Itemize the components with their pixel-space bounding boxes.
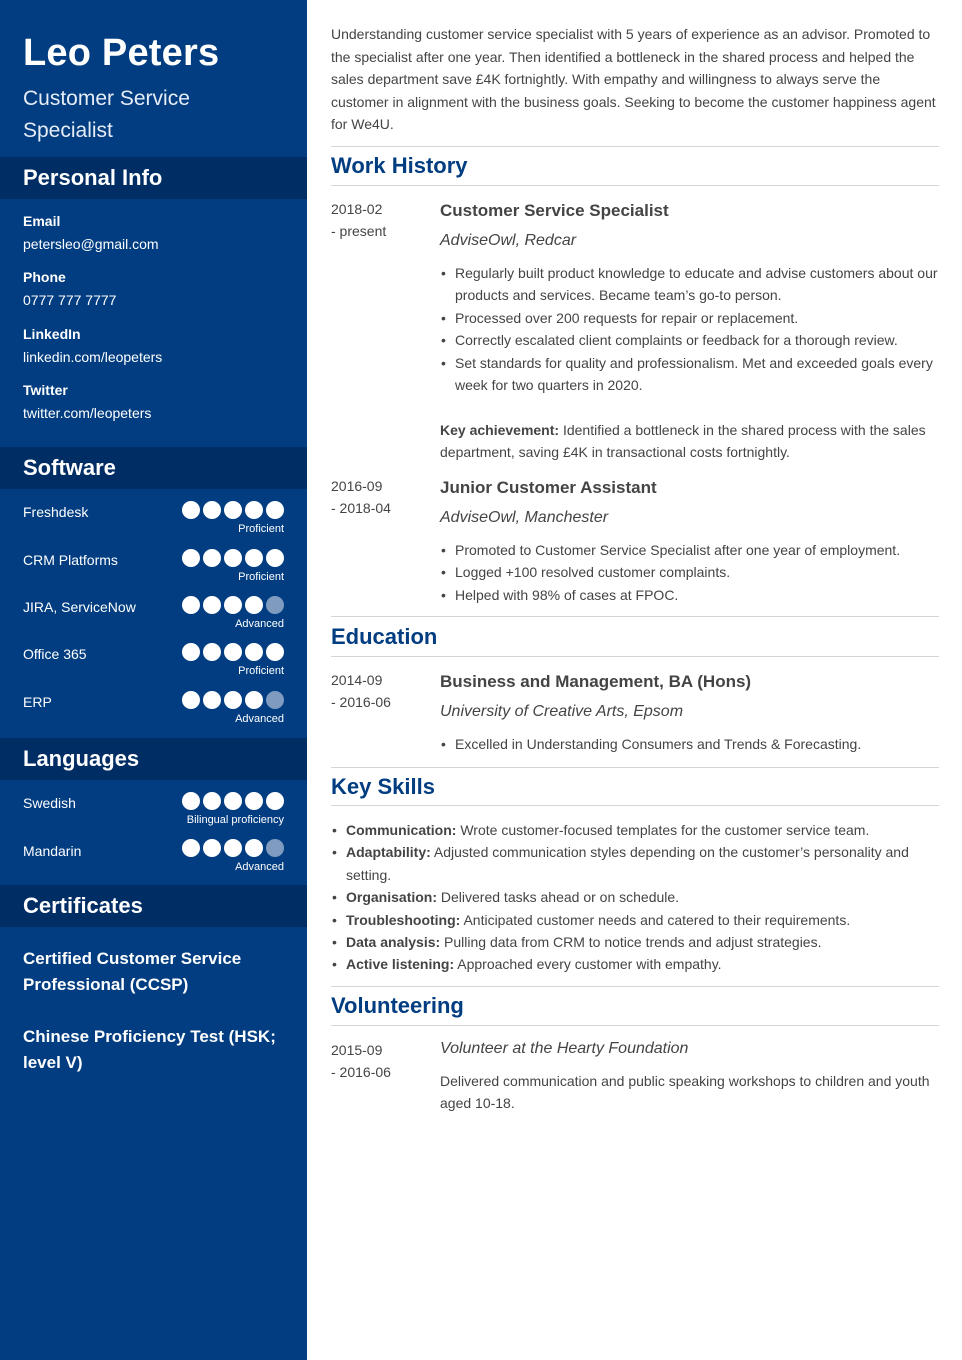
list-item: • Processed over 200 requests for repair or replacement. xyxy=(440,307,939,329)
twitter-value[interactable]: twitter.com/leopeters xyxy=(23,405,152,421)
education-date xyxy=(331,669,431,713)
phone-value[interactable]: 0777 777 7777 xyxy=(23,292,117,308)
certificate-item: Chinese Proficiency Test (HSK; level V) xyxy=(23,1027,276,1072)
rating-dot-filled xyxy=(203,549,221,567)
divider xyxy=(331,805,939,806)
languages-heading: Languages xyxy=(23,746,140,771)
rating-dots xyxy=(182,501,284,519)
skill-label: Organisation: xyxy=(346,889,438,906)
volunteering-role: Volunteer at the Hearty Foundation xyxy=(440,1040,689,1057)
language-level: Advanced xyxy=(235,861,284,873)
rating-dot-filled xyxy=(224,549,242,567)
rating-dot-filled xyxy=(182,549,200,567)
key-skills-heading: Key Skills xyxy=(331,774,435,799)
job-bullets xyxy=(440,262,939,396)
rating-dot-filled xyxy=(224,691,242,709)
volunteering-heading: Volunteering xyxy=(331,993,464,1018)
job-date xyxy=(331,198,431,242)
software-name: ERP xyxy=(23,694,52,710)
rating-dot-filled xyxy=(182,596,200,614)
email-value[interactable]: petersleo@gmail.com xyxy=(23,236,159,252)
key-achievement-label: Key achievement: xyxy=(440,422,560,438)
rating-dot-filled xyxy=(203,792,221,810)
list-item: • Correctly escalated client complaints or feedback for a thorough review. xyxy=(440,329,939,351)
linkedin-value[interactable]: linkedin.com/leopeters xyxy=(23,349,163,365)
software-level: Advanced xyxy=(235,618,284,630)
list-item xyxy=(331,953,939,975)
skill-label: Communication: xyxy=(346,822,457,838)
skill-text: Approached every customer with empathy. xyxy=(454,956,722,973)
rating-dot-filled xyxy=(224,596,242,614)
rating-dots xyxy=(182,596,284,614)
rating-dots xyxy=(182,839,284,857)
rating-dot-filled xyxy=(266,643,284,661)
rating-dots xyxy=(182,643,284,661)
rating-dot-filled xyxy=(203,501,221,519)
twitter-label: Twitter xyxy=(23,382,68,398)
job-date-start: 2018-02 xyxy=(331,201,383,217)
education-date-start: 2014-09 xyxy=(331,672,383,688)
list-item xyxy=(331,931,939,953)
rating-dots xyxy=(182,792,284,810)
skill-text: Adjusted communication styles depending on the customer’s personality and setting. xyxy=(346,844,909,883)
rating-dot-filled xyxy=(245,691,263,709)
skill-label: Active listening: xyxy=(346,956,455,973)
list-item xyxy=(331,841,939,886)
rating-dots xyxy=(182,691,284,709)
skill-text: Wrote customer-focused templates for the customer service team. xyxy=(456,822,870,838)
rating-dot-filled xyxy=(245,596,263,614)
volunteering-date xyxy=(331,1039,431,1083)
software-name: CRM Platforms xyxy=(23,552,118,568)
sidebar xyxy=(0,0,307,1360)
job-bullets xyxy=(440,539,939,606)
key-achievement-text: Identified a bottleneck in the shared process with the sales department, saving £4K in transactional costs fortnightly. xyxy=(440,422,926,461)
rating-dot-filled xyxy=(182,501,200,519)
education-bullets xyxy=(440,733,939,755)
certificate-item: Certified Customer Service Professional (CCSP) xyxy=(23,949,242,994)
list-item: • Helped with 98% of cases at FPOC. xyxy=(440,584,939,606)
skill-text: Pulling data from CRM to notice trends and adjust strategies. xyxy=(440,934,822,951)
skill-label: Adaptability: xyxy=(346,844,431,861)
rating-dot-filled xyxy=(245,549,263,567)
list-item: • Excelled in Understanding Consumers and Trends & Forecasting. xyxy=(440,733,939,755)
rating-dot-filled xyxy=(203,839,221,857)
rating-dot-filled xyxy=(224,501,242,519)
education-school: University of Creative Arts, Epsom xyxy=(440,703,684,720)
rating-dot-empty xyxy=(266,596,284,614)
key-skills-list xyxy=(331,819,939,976)
job-company: AdviseOwl, Manchester xyxy=(440,509,609,526)
rating-dot-filled xyxy=(224,792,242,810)
software-heading-bar xyxy=(0,447,307,489)
rating-dot-filled xyxy=(203,596,221,614)
software-level: Advanced xyxy=(235,713,284,725)
rating-dot-filled xyxy=(224,643,242,661)
education-heading: Education xyxy=(331,624,438,649)
rating-dot-filled xyxy=(245,792,263,810)
job-title: Customer Service Specialist xyxy=(440,201,669,220)
job-date xyxy=(331,475,431,519)
job-date-end: - 2018-04 xyxy=(331,500,391,516)
list-item xyxy=(331,819,939,841)
volunteering-description: Delivered communication and public speaking workshops to children and youth aged 10-18. xyxy=(440,1073,930,1112)
work-history-heading: Work History xyxy=(331,153,468,178)
job-company: AdviseOwl, Redcar xyxy=(440,232,577,249)
divider xyxy=(331,185,939,186)
personal-info-heading: Personal Info xyxy=(23,165,163,190)
rating-dot-filled xyxy=(266,549,284,567)
skill-text: Anticipated customer needs and catered to their requirements. xyxy=(460,911,851,928)
rating-dot-filled xyxy=(203,643,221,661)
rating-dot-filled xyxy=(266,792,284,810)
software-level: Proficient xyxy=(238,523,284,535)
language-level: Bilingual proficiency xyxy=(186,814,284,826)
skill-label: Troubleshooting: xyxy=(346,911,461,928)
software-level: Proficient xyxy=(238,665,284,677)
certificates-heading-bar xyxy=(0,885,307,927)
rating-dot-filled xyxy=(245,839,263,857)
rating-dot-empty xyxy=(266,691,284,709)
software-name: Freshdesk xyxy=(23,504,89,520)
software-level: Proficient xyxy=(238,571,284,583)
software-heading: Software xyxy=(23,455,116,480)
candidate-title: Customer Service Specialist xyxy=(23,87,190,142)
list-item: • Regularly built product knowledge to educate and advise customers about our products and services. Became team’s go-to person. xyxy=(440,262,939,307)
rating-dot-filled xyxy=(203,691,221,709)
volunteering-date-start: 2015-09 xyxy=(331,1042,383,1058)
divider xyxy=(331,767,939,768)
rating-dots xyxy=(182,549,284,567)
volunteering-date-end: - 2016-06 xyxy=(331,1064,391,1080)
language-name: Mandarin xyxy=(23,843,82,859)
languages-heading-bar xyxy=(0,738,307,780)
skill-label: Data analysis: xyxy=(346,934,441,951)
personal-info-heading-bar xyxy=(0,157,307,199)
software-name: JIRA, ServiceNow xyxy=(23,599,136,615)
divider xyxy=(331,146,939,147)
certificates-heading: Certificates xyxy=(23,893,143,918)
rating-dot-filled xyxy=(245,501,263,519)
skill-text: Delivered tasks ahead or on schedule. xyxy=(437,889,680,906)
rating-dot-filled xyxy=(182,792,200,810)
list-item xyxy=(331,909,939,931)
job-date-end: - present xyxy=(331,223,387,239)
software-name: Office 365 xyxy=(23,646,87,662)
candidate-name: Leo Peters xyxy=(23,32,220,74)
profile-summary: Understanding customer service specialist with 5 years of experience as an advisor. Promoted to the specialist after one year. Then identified a bottleneck in the shared process and helped the sales department save £4K fortnightly. With empathy and willingness to always serve the customer in alignment with the business goals. Seeking to become the customer happiness agent for We4U. xyxy=(331,26,936,132)
divider xyxy=(331,1025,939,1026)
rating-dot-filled xyxy=(182,691,200,709)
rating-dot-filled xyxy=(266,501,284,519)
education-degree: Business and Management, BA (Hons) xyxy=(440,672,752,691)
rating-dot-filled xyxy=(182,643,200,661)
job-date-start: 2016-09 xyxy=(331,478,383,494)
key-achievement xyxy=(440,419,939,464)
divider xyxy=(331,986,939,987)
rating-dot-filled xyxy=(245,643,263,661)
education-date-end: - 2016-06 xyxy=(331,694,391,710)
rating-dot-filled xyxy=(224,839,242,857)
phone-label: Phone xyxy=(23,269,66,285)
divider xyxy=(331,616,939,617)
divider xyxy=(331,656,939,657)
language-name: Swedish xyxy=(23,795,76,811)
rating-dot-filled xyxy=(182,839,200,857)
list-item xyxy=(331,886,939,908)
rating-dot-empty xyxy=(266,839,284,857)
linkedin-label: LinkedIn xyxy=(23,326,81,342)
list-item: • Promoted to Customer Service Specialist after one year of employment. xyxy=(440,539,939,561)
list-item: • Set standards for quality and professionalism. Met and exceeded goals every week for two quarters in 2020. xyxy=(440,352,939,397)
job-title: Junior Customer Assistant xyxy=(440,478,657,497)
email-label: Email xyxy=(23,213,61,229)
list-item: • Logged +100 resolved customer complaints. xyxy=(440,561,939,583)
